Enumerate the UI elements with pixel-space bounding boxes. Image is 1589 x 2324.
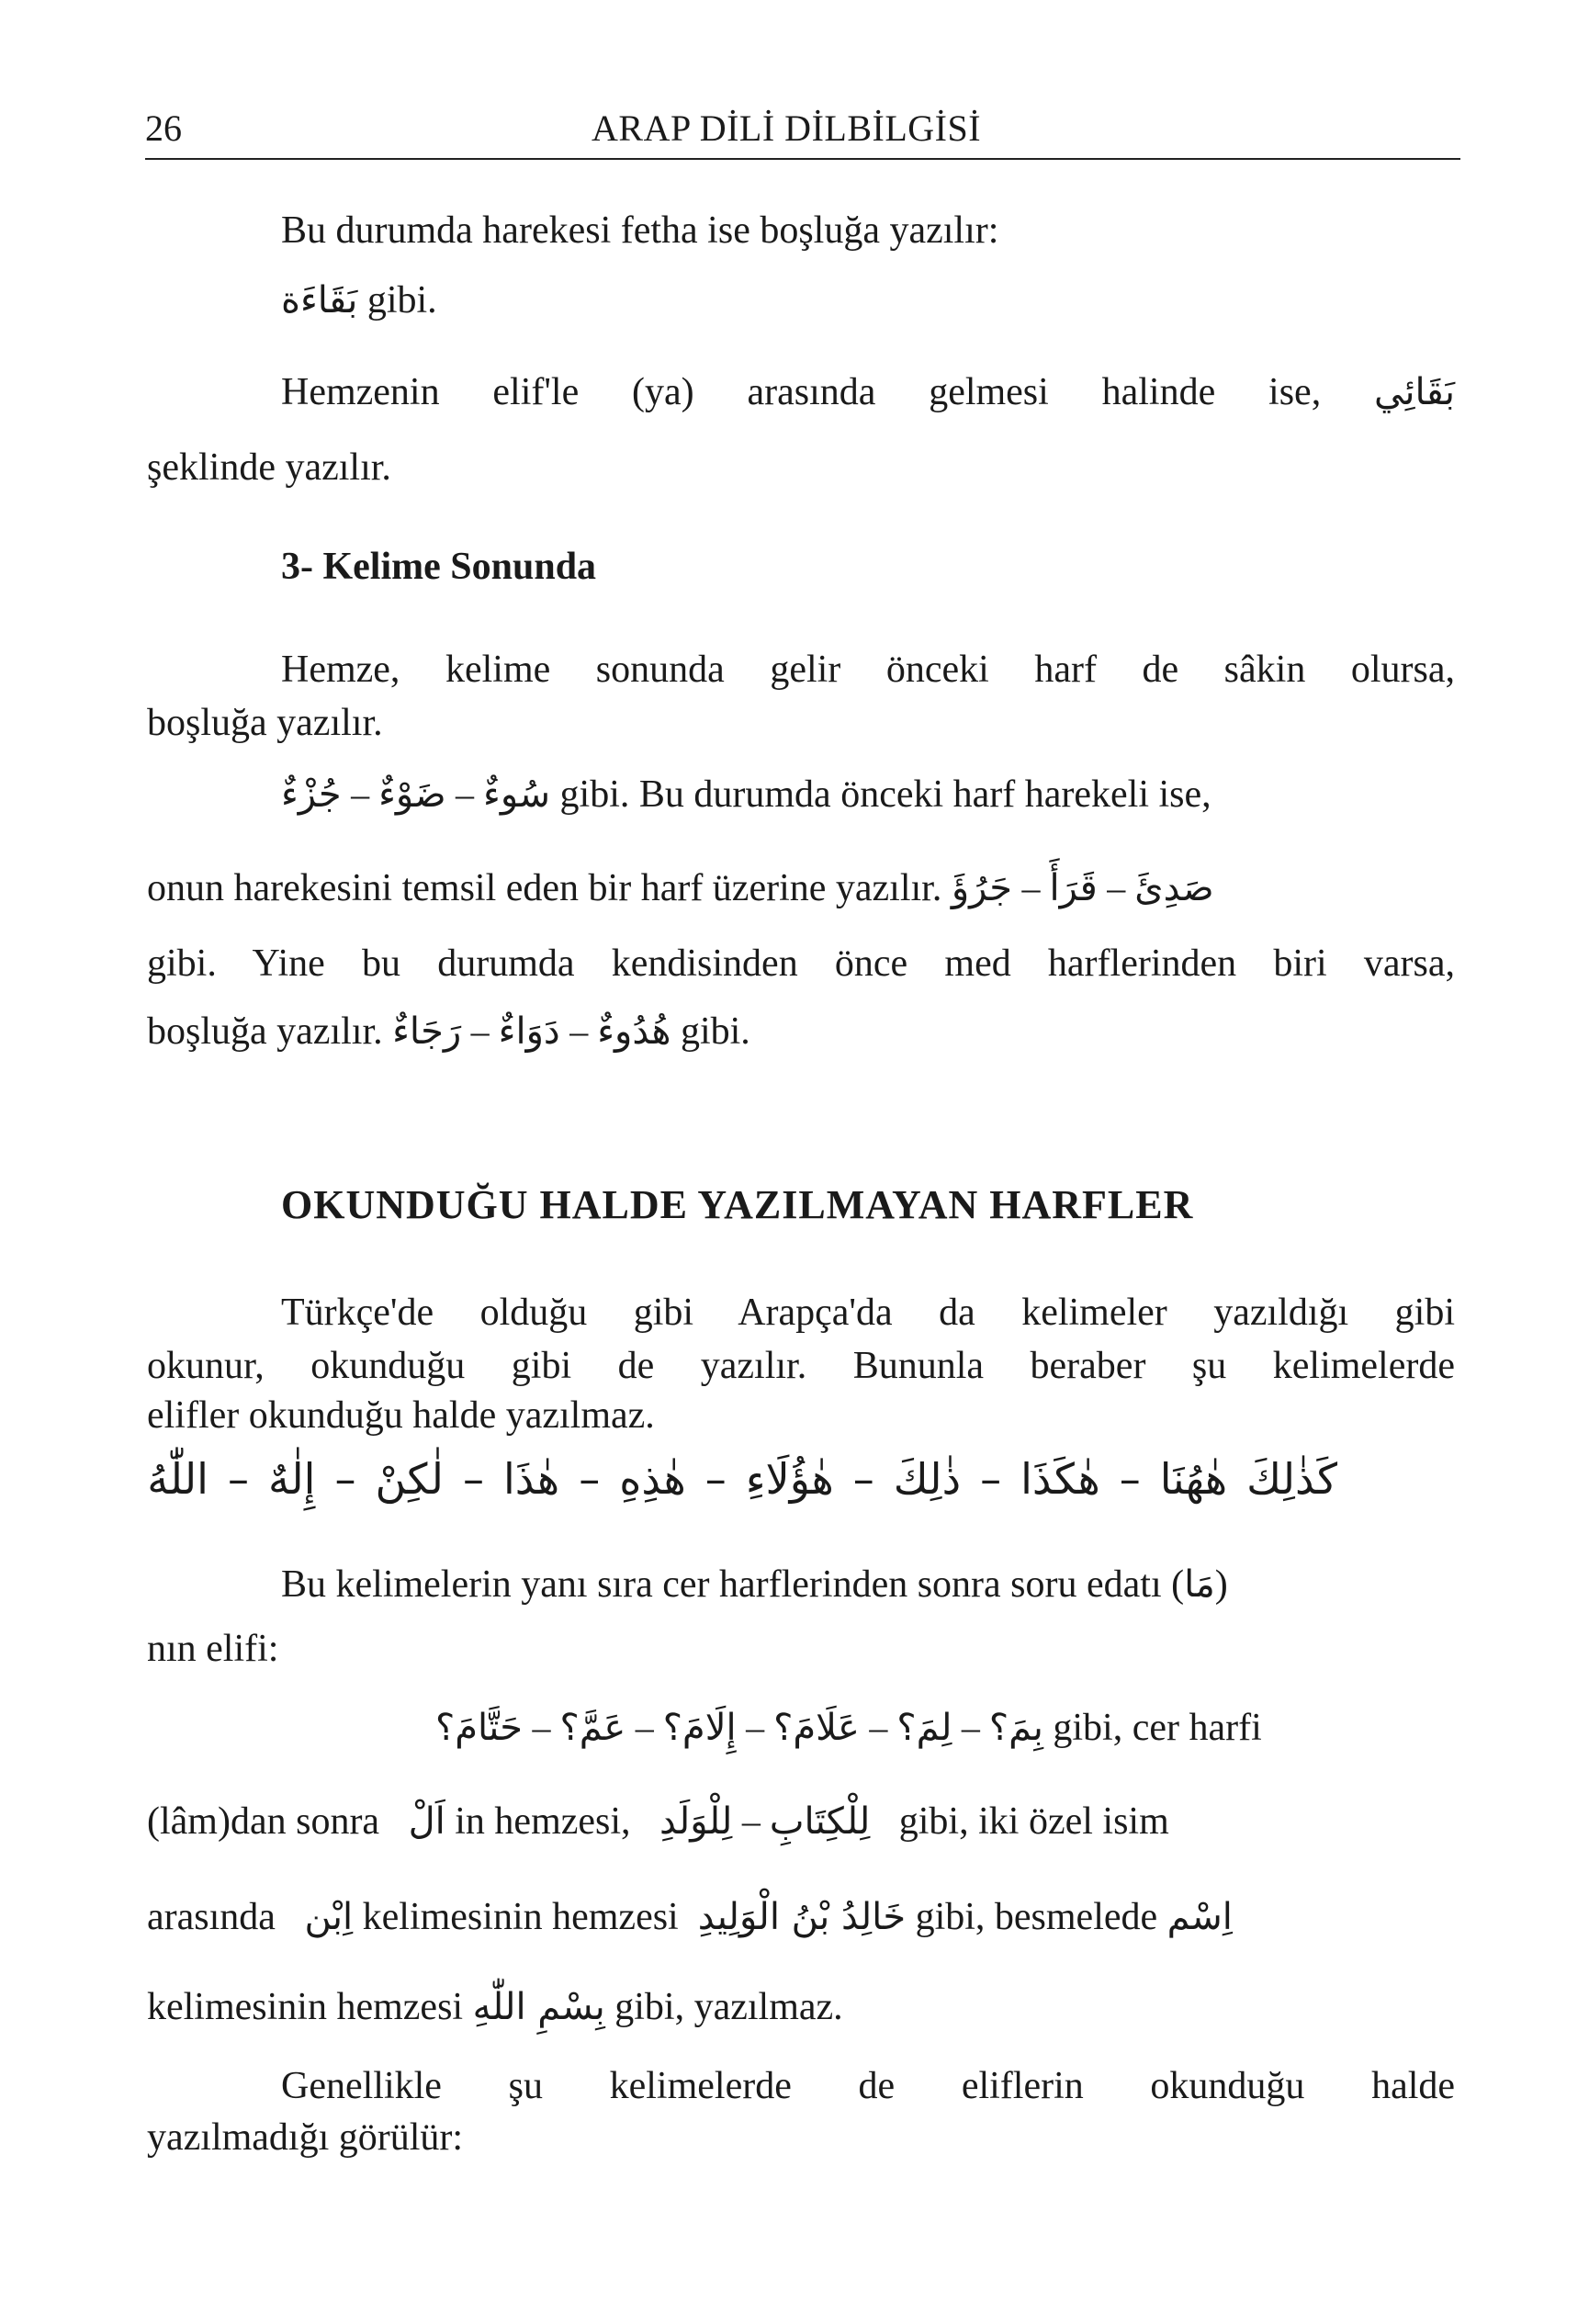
page-number: 26 [145,107,182,149]
arabic-example: قَرَأَ [1049,867,1098,909]
arabic-word: اللّٰهُ [147,1454,208,1504]
arabic-word: بَقَائِي [1374,371,1456,413]
arabic-example: عَمَّ؟ [559,1707,626,1749]
arabic-word: لٰكِنْ [375,1454,444,1504]
arabic-example: دَوَاءٌ [498,1010,560,1053]
para3-line6: boşluğa yazılır. رَجَاءٌ – دَوَاءٌ – هُدُوءٌ gibi. [147,1010,750,1053]
arabic-word: هٰكَذَا [1020,1454,1100,1504]
arabic-example: سُوءٌ [483,773,551,816]
arabic-word: مَا [1184,1563,1215,1606]
arabic-word: اِبْن [304,1896,354,1938]
gibi-text: gibi. [680,1010,750,1053]
line-text: kelimesinin hemzesi [362,1896,679,1938]
arabic-word: كَذٰلِكَ [1246,1454,1337,1504]
arabic-word-list: كَذٰلِكَ هٰهُنَا – هٰكَذَا – ذٰلِكَ – هٰؤُلَاءِ – هٰذِهِ – هٰذَا – لٰكِنْ – إِلٰهٌ – اللّٰهُ [147,1454,1337,1504]
paren-close: ) [1214,1563,1228,1606]
arabic-example: بِسْمِ اللّٰهِ [472,1986,605,2028]
arabic-word: هٰهُنَا [1159,1454,1228,1504]
arabic-example: خَالِدُ بْنُ الْوَلِيدِ [697,1896,907,1938]
para3-line3: جُزْءٌ – ضَوْءٌ – سُوءٌ gibi. Bu durumda önceki harf harekeli ise, [281,773,1211,816]
para6-line2: yazılmadığı görülür: [147,2116,464,2159]
word: kelimelerde [609,2065,792,2107]
arabic-example: لِمَ؟ [896,1707,952,1749]
para4-line2: okunur, okunduğu gibi de yazılır. Bununla beraber şu kelimelerde [147,1345,1455,1387]
gibi-text: gibi. [366,279,437,322]
para3-line5: gibi. Yine bu durumda kendisinden önce med harflerinden biri varsa, [147,942,1455,985]
para5-line1 [281,1562,1228,1608]
arabic-word: اَلْ [408,1800,445,1843]
word: gelmesi [929,371,1049,413]
para6-line1 [281,2063,1455,2109]
para1-line2 [281,277,437,323]
line-text: gibi, yazılmaz. [614,1986,843,2028]
line-text: (lâm)dan sonra [147,1800,380,1843]
arabic-example: جُزْءٌ [281,773,342,816]
para5-line2: nın elifi: [147,1628,279,1670]
word: halde [1371,2065,1456,2107]
arabic-example: رَجَاءٌ [392,1010,462,1053]
para5-line5 [147,1894,1233,1940]
line-text: gibi, besmelede [915,1896,1158,1938]
word: halinde [1101,371,1216,413]
word: elif'le [492,371,580,413]
arabic-example: لِلْكِتَابِ [769,1800,871,1843]
arabic-word: إِلٰهٌ [267,1454,316,1504]
word: şu [508,2065,543,2107]
word: (ya) [632,371,694,413]
word: de [858,2065,896,2107]
para5-line3: حَتَّامَ؟ – عَمَّ؟ – إِلَامَ؟ – عَلَامَ؟ – لِمَ؟ – بِمَ؟ gibi, cer harfi [435,1707,1262,1749]
line-text: arasında [147,1896,276,1938]
arabic-word: هٰذِهِ [619,1454,686,1504]
arabic-example: لِلْوَلَدِ [659,1800,733,1843]
line-text: gibi, cer harfi [1053,1707,1262,1749]
section-heading: OKUNDUĞU HALDE YAZILMAYAN HARFLER [281,1182,1194,1227]
line-text: in hemzesi, [455,1800,631,1843]
word: eliflerin [961,2065,1084,2107]
para1-line1: Bu durumda harekesi fetha ise boşluğa yazılır: [281,209,999,252]
line-text: gibi, iki özel isim [898,1800,1169,1843]
para2-line1 [281,369,1455,415]
line-text: Bu kelimelerin yanı sıra cer harflerinden sonra soru edatı ( [281,1563,1185,1606]
arabic-word: اِسْم [1166,1896,1233,1938]
para3-line1: Hemze, kelime sonunda gelir önceki harf de sâkin olursa, [281,649,1455,691]
arabic-example: هُدُوءٌ [597,1010,671,1053]
line-text: kelimesinin hemzesi [147,1986,464,2028]
para3-line4: onun harekesini temsil eden bir harf üzerine yazılır. جَرُؤَ – قَرَأَ – صَدِئَ [147,867,1214,909]
arabic-word: هٰذَا [503,1454,560,1504]
para4-line1: Türkçe'de olduğu gibi Arapça'da da kelimeler yazıldığı gibi [281,1292,1455,1334]
subheading: 3- Kelime Sonunda [281,546,597,588]
para3-line2: boşluğa yazılır. [147,702,383,744]
running-title: ARAP DİLİ DİLBİLGİSİ [592,107,982,149]
word: Genellikle [281,2065,442,2107]
arabic-example: صَدِئَ [1134,867,1214,909]
arabic-example: ضَوْءٌ [378,773,446,816]
para5-line6 [147,1984,843,2030]
arabic-example: حَتَّامَ؟ [435,1707,523,1749]
page-header [145,103,1460,160]
word: ise, [1268,371,1322,413]
word: arasında [747,371,876,413]
line-text: boşluğa yazılır. [147,1010,383,1053]
arabic-example: بِمَ؟ [988,1707,1043,1749]
para4-line3: elifler okunduğu halde yazılmaz. [147,1394,655,1437]
para5-line4: (lâm)dan sonra اَلْ in hemzesi, لِلْوَلَدِ – لِلْكِتَابِ gibi, iki özel isim [147,1800,1169,1843]
arabic-example: بَقَاءَة [281,279,358,322]
line-text: onun harekesini temsil eden bir harf üzerine yazılır. [147,867,942,909]
arabic-example: جَرُؤَ [951,867,1012,909]
para2-line2: şeklinde yazılır. [147,446,391,489]
word: okunduğu [1150,2065,1305,2107]
line-text: gibi. Bu durumda önceki harf harekeli ise, [559,773,1211,816]
arabic-example: إِلَامَ؟ [662,1707,737,1749]
arabic-word: هٰؤُلَاءِ [745,1454,834,1504]
word: Hemzenin [281,371,440,413]
arabic-example: عَلَامَ؟ [773,1707,860,1749]
arabic-word: ذٰلِكَ [893,1454,962,1504]
